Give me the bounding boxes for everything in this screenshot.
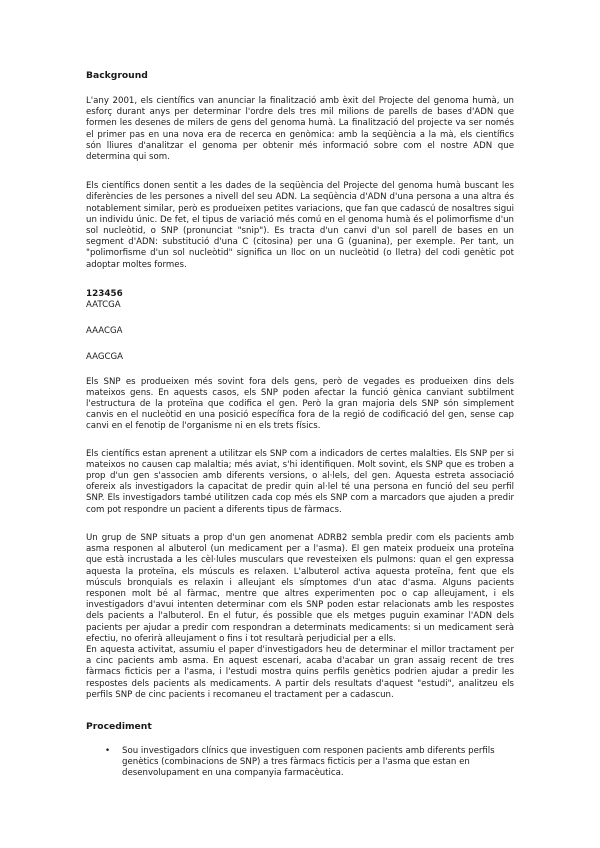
background-paragraph-1: L'any 2001, els científics van anunciar la finalització amb èxit del Projecte del genoma humà, un esforç durant anys per determinar l'ordre dels tres mil milions de parells de bases d'ADN que formen les desenes de milers de gens del genoma humà. La finalització del projecte va ser només el primer pas en una nova era de recerca en genòmica: amb la seqüència a la mà, els científics són lliures d'analitzar el genoma per obtenir més informació sobre com el nostre ADN que determina qui som. xyxy=(86,96,514,163)
background-paragraph-2: Els científics donen sentit a les dades de la seqüència del Projecte del genoma humà buscant les diferències de les persones a nivell del seu ADN. La seqüència d'ADN d'una persona a una altra és notablement similar, però es produeixen petites variacions, que fan que cadascú de nosaltres sigui un individu únic. De fet, el tipus de variació més comú en el genoma humà és el polimorfisme d'un sol nucleòtid, o SNP (pronunciat "snip"). Es tracta d'un canvi d'un sol parell de bases en un segment d'ADN: substitució d'una C (citosina) per una G (guanina), per exemple. Per tant, un "polimorfisme d'un sol nucleòtid" significa un lloc on un nucleòtid (o lletra) del codi genètic pot adoptar moltes formes. xyxy=(86,181,514,270)
sequence-line-2: AAACGA xyxy=(86,326,123,337)
background-paragraph-4: Els científics estan aprenent a utilitzar els SNP com a indicadors de certes malalties. Els SNP per si mateixos no causen cap malaltia; més aviat, s'hi identifiquen. Molt sovint, els SNP que es troben a prop d'un gen s'associen amb diferents versions, o al·lels, del gen. Aquesta estreta associació ofereix als investigadors la capacitat de predir quin al·lel té una persona en funció del seu perfil SNP. Els investigadors també utilitzen cada cop més els SNP com a marcadors que ajuden a predir com pot respondre un pacient a diferents tipus de fàrmacs. xyxy=(86,448,514,515)
bullet-icon: • xyxy=(105,745,111,756)
sequence-line-3: AAGCGA xyxy=(86,352,124,363)
background-paragraph-6: En aquesta activitat, assumiu el paper d'investigadors heu de determinar el millor tractament per a cinc pacients amb asma. En aquest escenari, acaba d'acabar un gran assaig recent de tres fàrmacs ficticis per a l'asma, i l'estudi mostra quins perfils genètics podrien ajudar a predir les respostes dels pacients als medicaments. A partir dels resultats d'aquest "estudi", analitzeu els perfils SNP de cinc pacients i recomaneu el tractament per a cadascun. xyxy=(86,644,514,700)
background-heading: Background xyxy=(86,70,148,81)
procedure-list-item xyxy=(105,745,514,780)
background-paragraph-3: Els SNP es produeixen més sovint fora dels gens, però de vegades es produeixen dins dels mateixos gens. En aquests casos, els SNP poden afectar la funció gènica canviant subtilment l'estructura de la proteïna que codifica el gen. Però la gran majoria dels SNP són simplement canvis en el nucleòtid en una posició específica fora de la regió de codificació del gen, sense cap canvi en el fenotip de l'organisme ni en els trets físics. xyxy=(86,376,514,432)
procedure-item-text: Sou investigadors clínics que investiguen com responen pacients amb diferents perfils genètics (combinacions de SNP) a tres fàrmacs ficticis per a l'asma que estan en desenvolupament en una companyia farmacèutica. xyxy=(122,745,495,779)
sequence-example xyxy=(86,289,514,364)
sequence-line-1: AATCGA xyxy=(86,300,121,311)
sequence-position-header: 123456 xyxy=(86,288,123,299)
procedure-heading: Procediment xyxy=(86,720,152,732)
document-content xyxy=(86,70,514,780)
background-paragraph-5: Un grup de SNP situats a prop d'un gen anomenat ADRB2 sembla predir com els pacients amb asma responen al albuterol (un medicament per a l'asma). El gen mateix produeix una proteïna que està incrustada a les cèl·lules musculars que revesteixen els pulmons: quan el gen expressa aquesta la proteïna, els músculs es relaxen. L'albuterol activa aquesta proteïna, fent que els músculs bronquials es relaxin i alleujant els símptomes d'un atac d'asma. Alguns pacients responen molt bé al fàrmac, mentre que altres experimenten poc o cap alleujament, i els investigadors d'avui intenten determinar com els SNP poden estar relacionats amb les respostes dels pacients a l'albuterol. En el futur, és possible que els metges puguin examinar l'ADN dels pacients per ajudar a predir com respondran a determinats medicaments: si un medicament serà efectiu, no oferirà alleujament o fins i tot resultarà perjudicial per a ells. xyxy=(86,532,514,644)
procedure-list xyxy=(86,746,514,780)
